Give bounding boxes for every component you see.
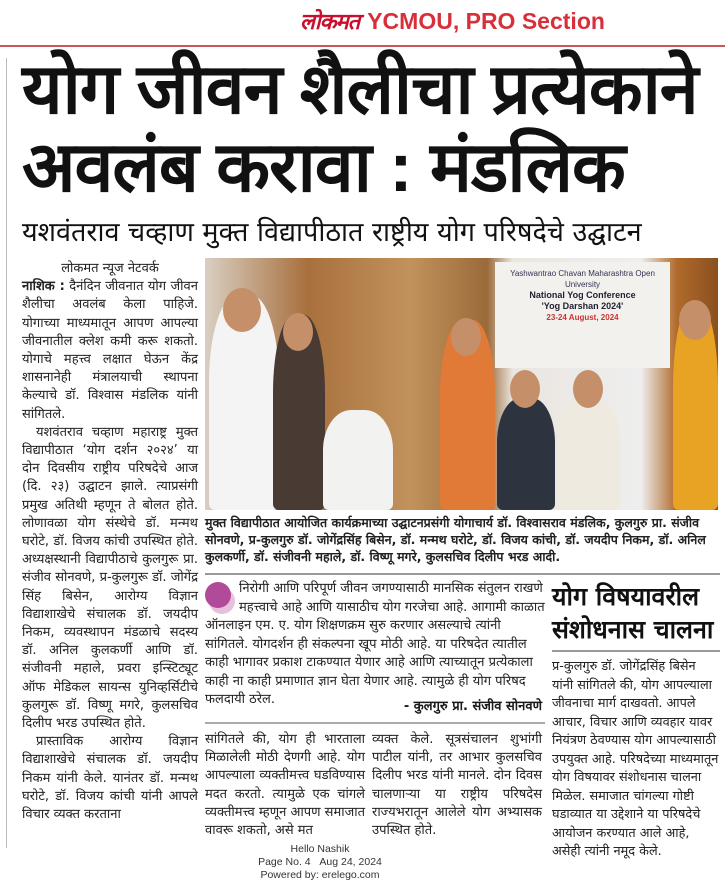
headline: योग जीवन शैलीचा प्रत्येकाने अवलंब करावा : मंडलिक <box>22 50 698 206</box>
left-column <box>22 260 198 824</box>
conference-banner <box>495 262 670 368</box>
body-column: व्यक्त केले. सूत्रसंचालन शुभांगी पाटील यांनी, तर आभार कुलसचिव दिलीप भरड यांनी मानले. दोन दिवस चालणाऱ्या या राष्ट्रीय परिषदेस राज्यभरातून आलेले योग अभ्यासक उपस्थित होते. <box>372 732 542 839</box>
page-edge-divider <box>6 58 7 848</box>
powered-by: Powered by: erelego.com <box>260 869 380 881</box>
divider <box>205 573 720 575</box>
quote-mark-icon <box>205 582 231 608</box>
issue-date: Aug 24, 2024 <box>319 856 382 868</box>
event-photo <box>205 258 718 510</box>
person <box>497 398 555 510</box>
sidebar-story <box>552 580 720 862</box>
person-head <box>283 313 313 351</box>
banner-date: 23-24 August, 2024 <box>546 313 619 322</box>
body-column: सांगितले की, योग ही भारताला मिळालेली मोठी देणगी आहे. योग आपल्याला व्यक्तीमत्त्व घडविण्यास मदत करतो. त्यामुळे एक चांगले व्यक्तीमत्त्व म्हणून आपण समाजात वावरू शकतो, असे मत <box>205 732 366 839</box>
quote-text: निरोगी आणि परिपूर्ण जीवन जगण्यासाठी मानसिक संतुलन राखणे महत्त्वाचे आहे आणि यासाठीच योग गरजेचा आहे. आगामी काळात ऑनलाइन एम. ए. योग शिक्षणक्रम सुरु करणार असल्याचे त्यांनी सांगितले. योगदर्शन ही संकल्पना खूप मोठी आहे. या परिषदेत त्यातील काही भागावर प्रकाश टाकण्यात येणार आहे आणि त्याच्यातून प्रत्येकाला काही ना काही प्रमाणात ज्ञान घेता येणार आहे. त्यामुळे ही योग परिषद फलदायी ठरेल. <box>205 581 545 707</box>
banner-title: National Yog Conference <box>529 290 636 300</box>
banner-org: Yashwantrao Chavan Maharashtra Open University <box>510 269 655 289</box>
sidebar-heading: योग विषयावरील संशोधनास चालना <box>552 580 720 652</box>
page-number: Page No. 4 <box>258 856 311 868</box>
pull-quote <box>205 580 545 710</box>
person-head <box>223 288 261 332</box>
person-head <box>451 318 481 356</box>
divider <box>205 722 545 724</box>
masthead <box>300 6 605 42</box>
edition-name: Hello Nashik <box>290 843 350 855</box>
quote-attribution: - कुलगुरु प्रा. संजीव सोनवणे <box>403 699 542 714</box>
paragraph: दैनंदिन जीवनात योग जीवन शैलीचा अवलंब केला पाहिजे. योगाच्या माध्यमातून आपण आपल्या जीवनातील क्लेश कमी करू शकतो. योगाचे महत्त्व लक्षात घेऊन केंद्र शासनानेही मंत्रालयाची स्थापना केल्याचे डॉ. विश्वास मंडलिक यांनी सांगितले. <box>22 279 198 422</box>
draped-table <box>323 410 393 510</box>
sidebar-body: प्र-कुलगुरु डॉ. जोगेंद्रसिंह बिसेन यांनी सांगितले की, योग आपल्याला जीवनाचा मार्ग दाखवतो. आपले आचार, विचार आणि व्यवहार यावर नियंत्रण ठेवण्यास योग आपल्यासाठी उपयुक्त आहे. परिषदेच्या माध्यमातून योग विषयावर संशोधनास चालना मिळेल. समाजात चांगल्या गोष्टी घडाव्यात या उद्देशाने या परिषदेचे आयोजन करण्यात आले आहे, असेही त्यांनी नमूद केले. <box>552 659 719 859</box>
footer <box>240 843 400 882</box>
subheadline: यशवंतराव चव्हाण मुक्त विद्यापीठात राष्ट्रीय योग परिषदेचे उद्घाटन <box>22 217 642 248</box>
person <box>558 398 620 510</box>
paragraph: यशवंतराव चव्हाण महाराष्ट्र मुक्त विद्यापीठात ‘योग दर्शन २०२४’ या दोन दिवसीय राष्ट्रीय परिषदेचे आज (दि. २३) उद्घाटन झाले. त्याप्रसंगी प्रमुख अतिथी म्हणून ते बोलत होते. लोणावळा योग संस्थेचे डॉ. मन्मथ घरोटे, डॉ. विजय कांची उपस्थित होते. अध्यक्षस्थानी विद्यापीठाचे कुलगुरू प्रा. संजीव सोनवणे, प्र-कुलगुरू डॉ. जोगेंद्र सिंह बिसेन, आरोग्य विज्ञान विद्याशाखेचे संचालक डॉ. जयदीप निकम, व्यवस्थापन मंडळाचे सदस्य डॉ. अनिल कुलकर्णी आणि डॉ. संजीवनी महाले, प्रवरा इन्स्टिट्यूट ऑफ मेडिकल सायन्स युनिव्हर्सिटीचे कुलगुरू डॉ. विष्णू मगरे, कुलसचिव दिलीप भरड उपस्थित होते. <box>22 424 198 732</box>
byline: लोकमत न्यूज नेटवर्क <box>61 261 159 276</box>
paragraph: प्रास्ताविक आरोग्य विज्ञान विद्याशाखेचे संचालक डॉ. जयदीप निकम यांनी केले. यानंतर डॉ. मन्मथ घरोटे, डॉ. विजय कांची यांनी आपले विचार व्यक्त करताना <box>22 734 198 823</box>
photo-caption: मुक्त विद्यापीठात आयोजित कार्यक्रमाच्या उद्घाटनप्रसंगी योगाचार्य डॉ. विश्वासराव मंडलिक, कुलगुरु प्रा. संजीव सोनवणे, प्र-कुलगुरु डॉ. जोगेंद्रसिंह बिसेन, डॉ. मन्मथ घरोटे, डॉ. विजय कांची, डॉ. जयदीप निकम, डॉ. अनिल कुलकर्णी, डॉ. संजीवनी महाले, डॉ. विष्णू मगरे, कुलसचिव दिलीप भरड आदी. <box>205 515 706 564</box>
masthead-divider <box>0 45 725 47</box>
banner-subtitle: 'Yog Darshan 2024' <box>541 301 624 311</box>
lokmat-logo: लोकमत <box>300 9 360 35</box>
person-head <box>679 300 711 340</box>
person-head <box>510 370 540 408</box>
dateline: नाशिक : <box>22 279 65 295</box>
section-label: YCMOU, PRO Section <box>367 8 605 34</box>
person-head <box>573 370 603 408</box>
